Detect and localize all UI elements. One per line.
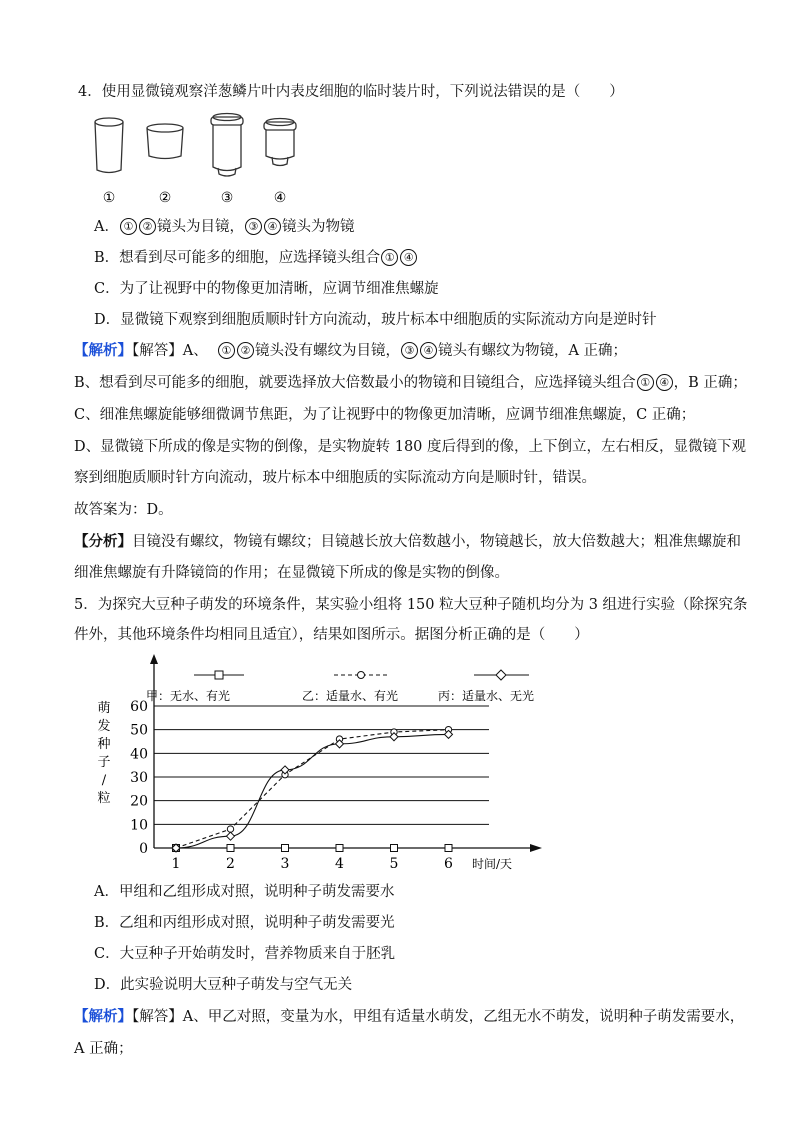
lens-figure xyxy=(88,112,318,212)
q4-stem: 4．使用显微镜观察洋葱鳞片叶内表皮细胞的临时装片时，下列说法错误的是（ ） xyxy=(78,84,624,100)
y-axis-arrow xyxy=(150,654,158,664)
lens-4-label: ④ xyxy=(273,190,287,206)
data-point-diamond xyxy=(227,832,235,840)
y-tick-label: 0 xyxy=(139,841,148,857)
x-tick-label: 5 xyxy=(389,856,399,870)
germination-chart xyxy=(84,650,554,870)
lens-2-icon xyxy=(147,124,183,159)
data-point-square xyxy=(336,845,343,852)
q5-option-a: A．甲组和乙组形成对照，说明种子萌发需要水 xyxy=(94,884,395,900)
series-line-2 xyxy=(176,734,449,848)
y-tick-label: 20 xyxy=(130,793,148,810)
q4-option-d: D．显微镜下观察到细胞质顺时针方向流动，玻片标本中细胞质的实际流动方向是逆时针 xyxy=(94,312,657,328)
q5-answer-line-1: 【解析】【解答】A、甲乙对照，变量为水，甲组有适量水萌发，乙组无水不萌发，说明种子萌发需要水， xyxy=(74,1008,745,1025)
y-tick-label: 10 xyxy=(130,817,148,834)
x-tick-label: 3 xyxy=(280,856,290,870)
legend-series-jia: 甲：无水、有光 xyxy=(146,689,231,703)
q5-answer-line-2: A 正确； xyxy=(74,1041,133,1057)
q4-option-b: B．想看到尽可能多的细胞，应选择镜头组合 ① ④ xyxy=(94,248,418,268)
y-axis-label-char: 发 xyxy=(97,719,111,734)
q4-analysis-line-2: 细准焦螺旋有升降镜筒的作用；在显微镜下所成的像是实物的倒像。 xyxy=(74,565,509,581)
q4-answer-line-1: 【解析】【解答】A、 ① ② 镜头没有螺纹为目镜， ③ ④ 镜头有螺纹为物镜，A 正确； xyxy=(74,342,628,359)
x-tick-label: 4 xyxy=(335,856,344,870)
legend xyxy=(146,670,534,703)
lens-4-icon xyxy=(264,119,296,166)
lens-1-label: ① xyxy=(102,190,116,206)
q5-stem-line-1: 5．为探究大豆种子萌发的环境条件，某实验小组将 150 粒大豆种子随机均分为 3 组进行实验（除探究条 xyxy=(74,597,748,613)
lens-3-label: ③ xyxy=(220,190,234,206)
q5-option-c: C．大豆种子开始萌发时，营养物质来自于胚乳 xyxy=(94,946,396,962)
y-axis-label-char: 萌 xyxy=(97,701,111,716)
legend-circle-marker xyxy=(358,672,365,679)
legend-series-yi: 乙：适量水、有光 xyxy=(302,689,399,703)
q4-answer-line-3: C、细准焦螺旋能够细微调节焦距，为了让视野中的物像更加清晰，应调节细准焦螺旋，C 正确； xyxy=(74,407,696,423)
y-tick-label: 60 xyxy=(130,699,148,715)
y-axis-label-char: / xyxy=(101,773,107,788)
data-point-square xyxy=(391,845,398,852)
data-point-square xyxy=(227,845,234,852)
q4-final-answer: 故答案为：D。 xyxy=(74,502,173,518)
data-point-square xyxy=(282,845,289,852)
x-tick-label: 2 xyxy=(226,856,235,870)
y-axis-label-char: 种 xyxy=(97,737,111,752)
data-point-square xyxy=(445,845,452,852)
q4-answer-line-5: 察到细胞质顺时针方向流动，玻片标本中细胞质的实际流动方向是顺时针，错误。 xyxy=(74,470,596,486)
x-axis-arrow xyxy=(530,844,542,852)
y-tick-label: 40 xyxy=(130,746,148,763)
lens-3-icon xyxy=(211,114,243,177)
y-tick-label: 50 xyxy=(130,722,148,739)
series-line-1 xyxy=(176,730,449,848)
legend-diamond-marker xyxy=(496,670,506,680)
x-tick-label: 6 xyxy=(444,856,453,870)
q4-option-a: A． ① ② 镜头为目镜， ③ ④ 镜头为物镜 xyxy=(94,219,355,235)
y-axis-label-char: 粒 xyxy=(97,791,111,806)
data-point-circle xyxy=(227,826,233,832)
legend-square-marker xyxy=(215,671,223,679)
lens-1-icon xyxy=(95,118,123,173)
q5-stem-line-2: 件外，其他环境条件均相同且适宜），结果如图所示。据图分析正确的是（ ） xyxy=(74,627,589,643)
q4-answer-line-2: B、想看到尽可能多的细胞，就要选择放大倍数最小的物镜和目镜组合，应选择镜头组合 ① ④ ，B 正确； xyxy=(74,375,747,391)
x-axis-label: 时间/天 xyxy=(472,857,513,870)
q4-option-c: C．为了让视野中的物像更加清晰，应调节细准焦螺旋 xyxy=(94,281,439,297)
q4-analysis-line-1: 【分析】目镜没有螺纹，物镜有螺纹；目镜越长放大倍数越小，物镜越长，放大倍数越大；粗准焦螺旋和 xyxy=(74,533,741,550)
y-tick-label: 30 xyxy=(130,770,148,786)
q5-option-d: D．此实验说明大豆种子萌发与空气无关 xyxy=(94,977,353,993)
q4-answer-line-4: D、显微镜下所成的像是实物的倒像，是实物旋转 180 度后得到的像，上下倒立，左右相反，显微镜下观 xyxy=(74,439,747,455)
lens-2-label: ② xyxy=(158,190,172,206)
y-axis-label-char: 子 xyxy=(97,755,111,770)
x-tick-label: 1 xyxy=(171,856,181,870)
legend-series-bing: 丙：适量水、无光 xyxy=(438,689,535,703)
q5-option-b: B．乙组和丙组形成对照，说明种子萌发需要光 xyxy=(94,915,395,931)
